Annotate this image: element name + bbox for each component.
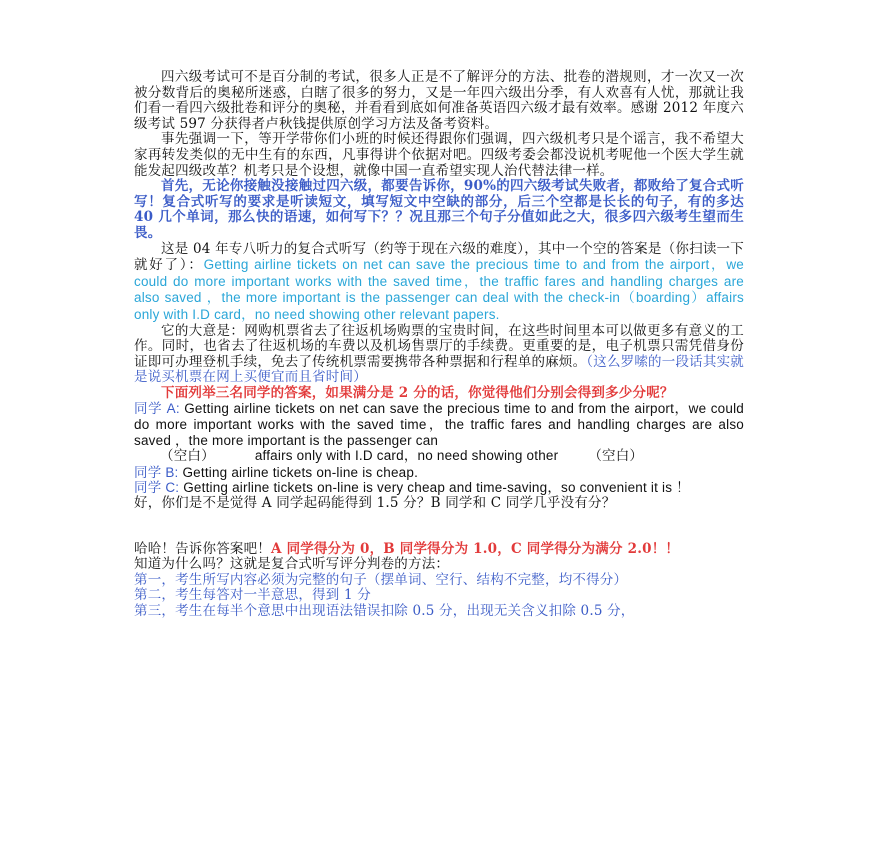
example-intro: 这是 04 年专八听力的复合式听写（约等于现在六级的难度），其中一个空的答案是（你扫读一下就好了）： <box>134 240 744 274</box>
document-page <box>134 70 744 620</box>
meaning-note: （这么罗嗦的一段话其实就是说买机票在网上买便宜而且省时间） <box>134 353 744 386</box>
student-c-answer <box>134 480 744 496</box>
students-question: 下面列举三名同学的答案，如果满分是 2 分的话，你觉得他们分别会得到多少分呢？ <box>161 384 674 401</box>
student-a-text: Getting airline tickets on net can save the precious time to and from the airport，we could do more important works with the saved time，the traffic fares and handling charges are also saved ，the more important is the passenger can <box>134 401 744 448</box>
why-line: 知道为什么吗？这就是复合式听写评分判卷的方法： <box>134 556 450 573</box>
student-c-label: 同学 C: <box>134 480 180 496</box>
example-paragraph <box>134 242 744 324</box>
student-a-label: 同学 A: <box>134 401 180 417</box>
student-a-answer <box>134 401 744 448</box>
student-b-answer <box>134 465 744 481</box>
student-a-mid: affairs only with I.D card，no need showing other <box>254 448 559 464</box>
emphasis-paragraph: 事先强调一下，等开学带你们小班的时候还得跟你们强调，四六级机考只是个谣言，我不希望大家再转发类似的无中生有的东西，凡事得讲个依据对吧。四级考委会都没说机考呢他一个医大学生就能发起四级改革？机考只是个设想，就像中国一直希望实现人治代替法律一样。 <box>134 131 744 179</box>
answer-intro: 哈哈！告诉你答案吧！ <box>134 540 271 557</box>
answer-line <box>134 542 744 558</box>
meaning-text: 它的大意是：网购机票省去了往返机场购票的宝贵时间，在这些时间里本可以做更多有意义的工作。同时，也省去了往返机场的车费以及机场售票厅的手续费。更重要的是，电子机票只需凭借身份证即可办理登机手续，免去了传统机票需要携带各种票据和行程单的麻烦。 <box>134 322 744 370</box>
rule-1: 第一，考生所写内容必须为完整的句子（摆单词、空行、结构不完整，均不得分） <box>134 571 628 588</box>
blank-1: （空白） <box>160 448 215 465</box>
example-answer: Getting airline tickets on net can save the precious time to and from the airport，we could do more important works with the saved time，the traffic fares and handling charges are also saved ，the more important is the passenger can deal with the check-in（boarding）affairs only with I.D card，no need showing other relevant papers. <box>134 257 744 322</box>
answer-scores: A 同学得分为 0，B 同学得分为 1.0，C 同学得分为满分 2.0！！ <box>271 540 680 557</box>
meaning-paragraph <box>134 324 744 386</box>
rule-2: 第二，考生每答对一半意思，得到 1 分 <box>134 587 371 604</box>
question-line: 好，你们是不是觉得 A 同学起码能得到 1.5 分？B 同学和 C 同学几乎没有分？ <box>134 495 616 512</box>
spacer <box>134 512 744 542</box>
dictation-paragraph: 首先，无论你接触没接触过四六级，都要告诉你，90%的四六级考试失败者，都败给了复合式听写！复合式听写的要求是听读短文，填写短文中空缺的部分，后三个空都是长长的句子，有的多达 40 几个单词，那么快的语速，如何写下？？况且那三个句子分值如此之大，很多四六级考生望而生畏。 <box>134 178 744 241</box>
intro-paragraph: 四六级考试可不是百分制的考试，很多人正是不了解评分的方法、批卷的潜规则，才一次又一次被分数背后的奥秘所迷惑，白瞎了很多的努力，又是一年四六级出分季，有人欢喜有人忧，那就让我们看一看四六级批卷和评分的奥秘，并看看到底如何准备英语四六级才最有效率。感谢 2012 年度六级考试 597 分获得者卢秋钱提供原创学习方法及备考资料。 <box>134 69 744 132</box>
student-b-label: 同学 B: <box>134 464 179 480</box>
student-b-text: Getting airline tickets on-line is cheap. <box>178 464 419 480</box>
blank-2: （空白） <box>588 448 644 465</box>
rule-3: 第三，考生在每半个意思中出现语法错误扣除 0.5 分，出现无关含义扣除 0.5 分， <box>134 603 635 619</box>
student-a-continued <box>134 448 744 465</box>
student-c-text: Getting airline tickets on-line is very cheap and time-saving，so convenient it is ！ <box>179 480 690 496</box>
